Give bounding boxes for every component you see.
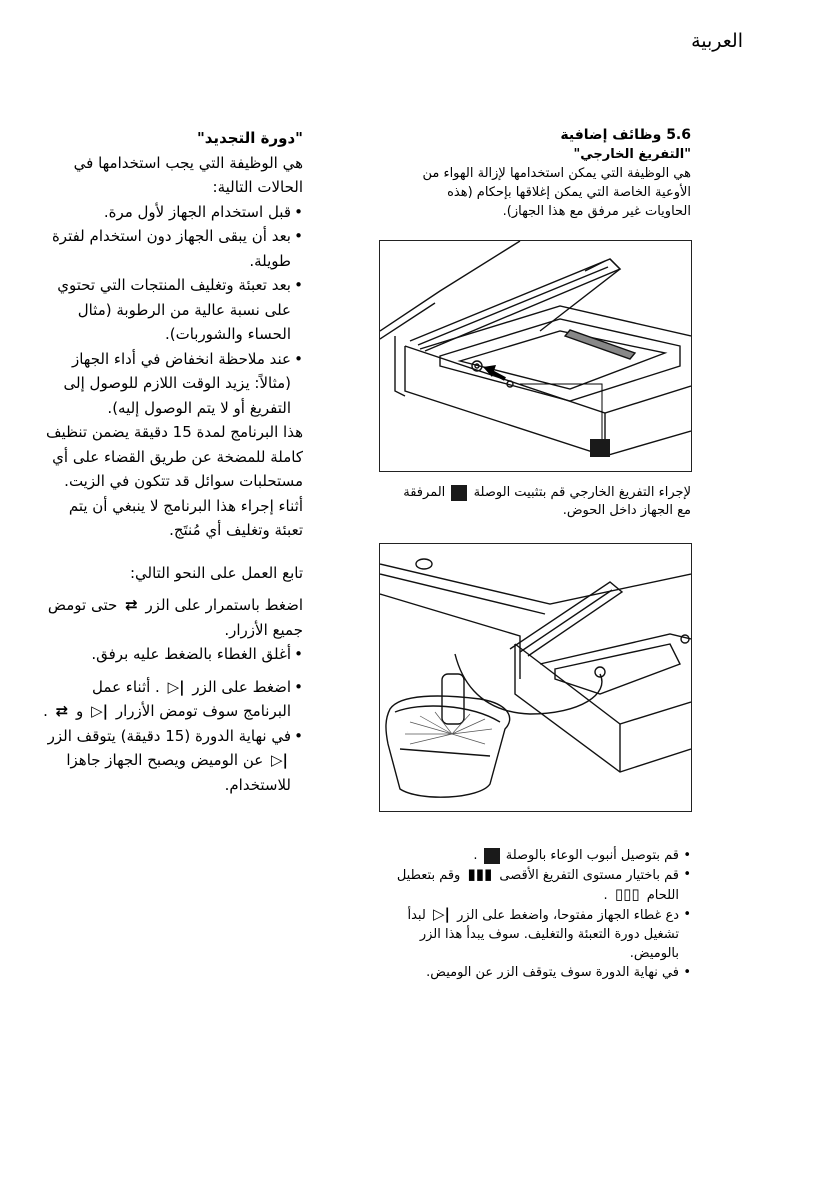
play-button-icon: ▷| — [91, 702, 109, 720]
drawer-fitting-illustration — [380, 241, 691, 471]
fitting-marker-icon — [451, 485, 467, 501]
section-renewal-cycle — [41, 126, 303, 797]
external-container-illustration — [380, 544, 691, 811]
list-item: • في نهاية الدورة (15 دقيقة) يتوقف الزر ▷| عن الوميض ويصبح الجهاز جاهزا للاستخدام. — [41, 724, 303, 798]
vacuum-max-icon: ▮▮▮ — [467, 865, 493, 883]
figure-drawer-fitting — [379, 240, 692, 472]
play-button-icon: ▷| — [432, 905, 450, 923]
renewal-press-hold: اضغط باستمرار على الزر ⇄ حتى تومض جميع الأزرار. — [41, 593, 303, 642]
renewal-title: "دورة التجديد" — [196, 129, 303, 147]
fitting-marker-icon — [484, 848, 500, 864]
list-item: • قبل استخدام الجهاز لأول مرة. — [41, 200, 303, 225]
renewal-button-icon: ⇄ — [125, 596, 138, 614]
seal-off-icon: ▯▯▯ — [614, 885, 640, 903]
renewal-para-1: هذا البرنامج لمدة 15 دقيقة يضمن تنظيف كاملة للمضخة عن طريق القضاء على أي مستحلبات سوائل قد تتكون في الزيت. — [46, 423, 303, 490]
list-item: • قم باختيار مستوى التفريغ الأقصى ▮▮▮ وقم بتعطيل اللحام ▯▯▯ . — [391, 865, 691, 905]
renewal-button-icon: ⇄ — [55, 702, 69, 720]
renewal-follow: تابع العمل على النحو التالي: — [129, 563, 303, 582]
renewal-para-2: أثناء إجراء هذا البرنامج لا ينبغي أن يتم تعبئة وتغليف أي مُنتَج. — [68, 496, 303, 539]
list-item: • عند ملاحظة انخفاض في أداء الجهاز (مثالاً: يزيد الوقت اللازم للوصول إلى التفريغ أو لا يتم الوصول إليه). — [41, 347, 303, 421]
renewal-intro: هي الوظيفة التي يجب استخدامها في الحالات التالية: — [73, 153, 303, 196]
renewal-steps-list — [41, 642, 303, 797]
external-vacuum-steps — [391, 846, 691, 982]
section-additional-functions — [401, 126, 691, 221]
renewal-cases-list — [41, 200, 303, 421]
list-item: • بعد أن يبقى الجهاز دون استخدام لفترة طويلة. — [41, 224, 303, 273]
section-title: 5.6 وظائف إضافية — [560, 127, 691, 143]
list-item: • اضغط على الزر ▷| . أثناء عمل البرنامج سوف تومض الأزرار ▷| و ⇄ . — [41, 675, 303, 724]
play-button-icon: ▷| — [167, 677, 185, 696]
play-button-icon: ▷| — [270, 751, 288, 769]
figure-external-container — [379, 543, 692, 812]
list-item: • بعد تعبئة وتغليف المنتجات التي تحتوي على نسبة عالية من الرطوبة (مثال الحساء والشوربات). — [41, 273, 303, 347]
section-intro: هي الوظيفة التي يمكن استخدامها لإزالة الهواء من الأوعية الخاصة التي يمكن إغلاقها بإحكام (هذه الحاويات غير مرفق مع هذا الجهاز). — [422, 166, 691, 219]
figure1-caption: لإجراء التفريغ الخارجي قم بتثبيت الوصلة المرفقة مع الجهاز داخل الحوض. — [403, 485, 691, 518]
list-item: • قم بتوصيل أنبوب الوعاء بالوصلة . — [391, 846, 691, 865]
list-item: • دع غطاء الجهاز مفتوحا، واضغط على الزر ▷| لبدأ تشغيل دورة التعبئة والتغليف. سوف يبدأ هذا الزر بالوميض. — [391, 905, 691, 963]
list-item: • في نهاية الدورة سوف يتوقف الزر عن الوميض. — [391, 963, 691, 982]
page-language-label: العربية — [691, 30, 743, 52]
section-subtitle: "التفريغ الخارجي" — [573, 147, 691, 162]
list-item: • أغلق الغطاء بالضغط عليه برفق. — [41, 642, 303, 667]
